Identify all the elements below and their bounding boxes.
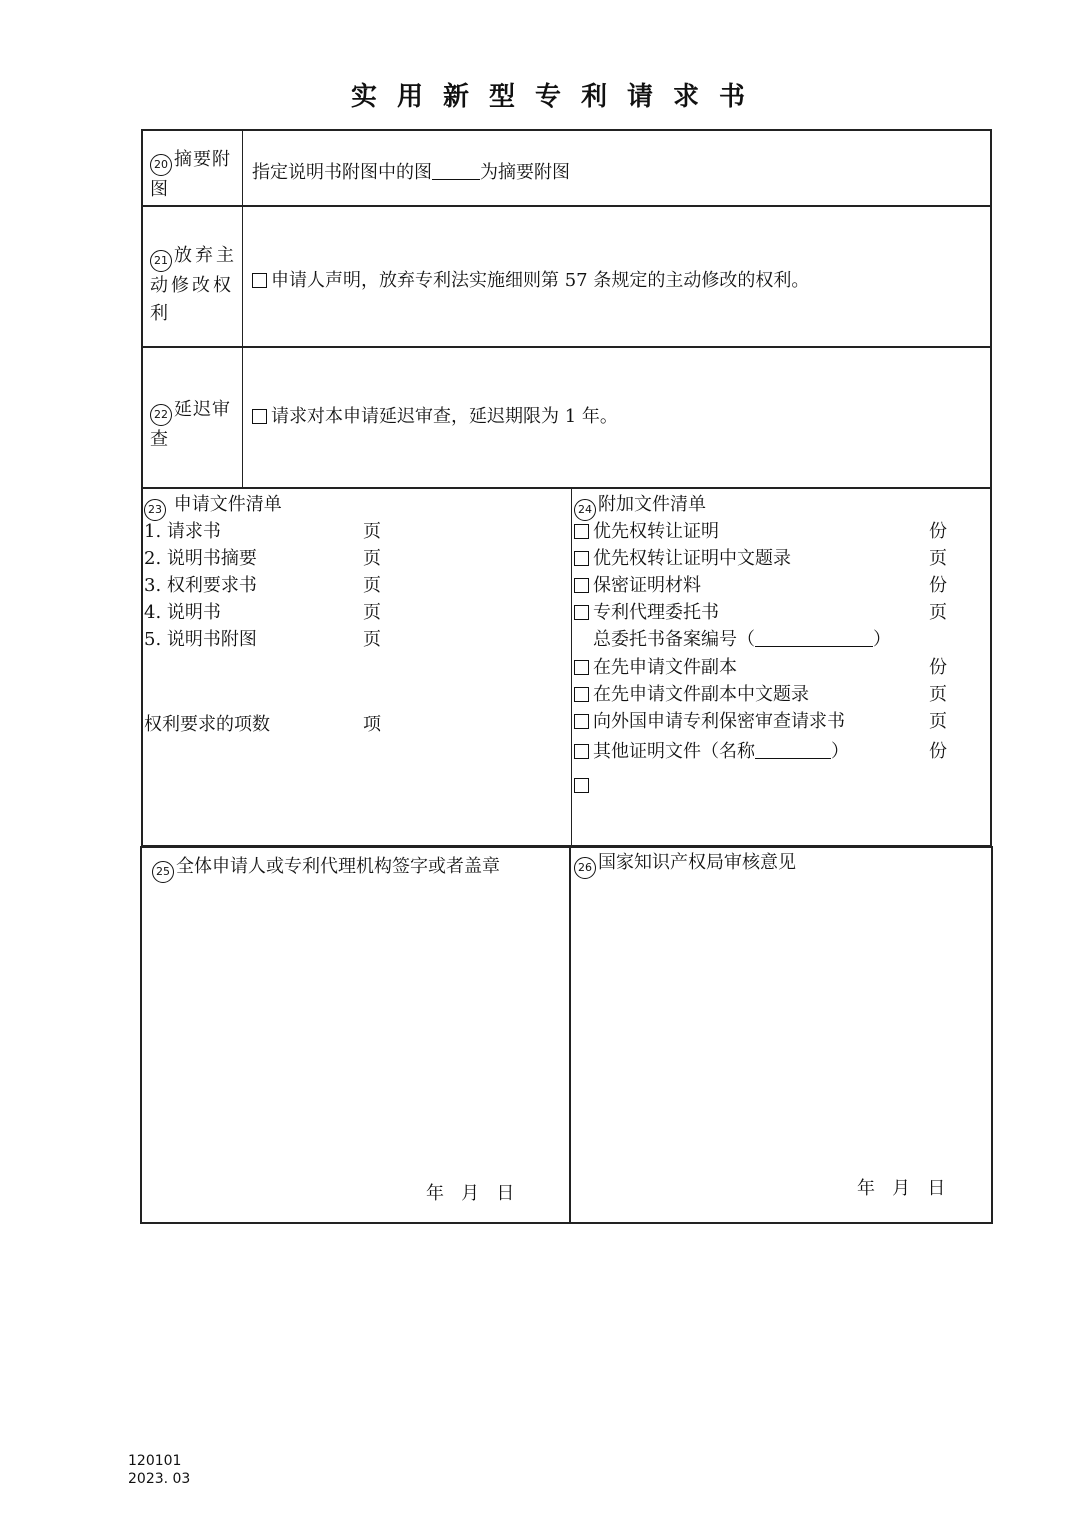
number-21-icon: 21 bbox=[150, 250, 172, 272]
file-item-unit: 页 bbox=[363, 629, 381, 650]
section-25-date: 年 月 日 bbox=[426, 1183, 515, 1204]
number-20-icon: 20 bbox=[150, 154, 172, 176]
attachment-item: 在先申请文件副本 bbox=[574, 657, 737, 679]
attachment-unit: 份 bbox=[929, 741, 947, 762]
section-25-box bbox=[140, 846, 571, 1224]
file-item-unit: 页 bbox=[363, 575, 381, 596]
form-version: 2023. 03 bbox=[128, 1471, 191, 1487]
attachment-checkbox[interactable] bbox=[574, 687, 589, 702]
section-22-label: 22 延迟审查 bbox=[150, 399, 231, 450]
section-23-heading: 23 申请文件清单 bbox=[144, 494, 282, 521]
number-24-icon: 24 bbox=[574, 499, 596, 521]
number-23-icon: 23 bbox=[144, 499, 166, 521]
attachment-checkbox[interactable] bbox=[574, 524, 589, 539]
file-item: 4. 说明书 bbox=[144, 602, 221, 623]
file-item: 3. 权利要求书 bbox=[144, 575, 257, 596]
attachment-unit: 页 bbox=[929, 548, 947, 569]
attachment-item: 优先权转让证明中文题录 bbox=[574, 548, 791, 570]
claims-count-unit: 项 bbox=[363, 714, 381, 735]
filing-number-blank[interactable] bbox=[755, 630, 873, 647]
filing-number-line: 总委托书备案编号（ ） bbox=[593, 629, 891, 650]
section-26-date: 年 月 日 bbox=[857, 1178, 946, 1199]
attachment-unit: 份 bbox=[929, 521, 947, 542]
attachment-item: 专利代理委托书 bbox=[574, 602, 719, 624]
number-26-icon: 26 bbox=[574, 857, 596, 879]
attachment-checkbox[interactable] bbox=[574, 744, 589, 759]
file-item: 2. 说明书摘要 bbox=[144, 548, 257, 569]
page-title: 实用新型专利请求书 bbox=[350, 82, 765, 112]
waive-amendment-checkbox[interactable] bbox=[252, 273, 267, 288]
deferred-examination-checkbox[interactable] bbox=[252, 409, 267, 424]
file-item: 5. 说明书附图 bbox=[144, 629, 257, 650]
attachment-item: 优先权转让证明 bbox=[574, 521, 719, 543]
other-document-name-blank[interactable] bbox=[755, 742, 831, 759]
section-21-content: 申请人声明，放弃专利法实施细则第 57 条规定的主动修改的权利。 bbox=[252, 270, 809, 292]
section-21-label: 21 放弃主动修改权利 bbox=[150, 245, 237, 324]
file-item-unit: 页 bbox=[363, 548, 381, 569]
section-25-heading: 25 全体申请人或专利代理机构签字或者盖章 bbox=[152, 856, 500, 883]
attachment-item: 其他证明文件（名称 ） bbox=[574, 741, 849, 763]
attachment-checkbox[interactable] bbox=[574, 605, 589, 620]
form-code: 120101 bbox=[128, 1453, 182, 1469]
attachment-checkbox[interactable] bbox=[574, 660, 589, 675]
attachment-unit: 份 bbox=[929, 657, 947, 678]
section-23-24-divider bbox=[571, 487, 572, 847]
section-26-box bbox=[569, 846, 993, 1224]
file-item-unit: 页 bbox=[363, 521, 381, 542]
section-20-content: 指定说明书附图中的图 为摘要附图 bbox=[252, 162, 570, 183]
file-item: 1. 请求书 bbox=[144, 521, 221, 542]
attachment-item bbox=[574, 775, 593, 797]
file-item-unit: 页 bbox=[363, 602, 381, 623]
section-22-content: 请求对本申请延迟审查，延迟期限为 1 年。 bbox=[252, 406, 618, 428]
section-23-24-row bbox=[141, 487, 992, 847]
attachment-item: 向外国申请专利保密审查请求书 bbox=[574, 711, 845, 733]
number-22-icon: 22 bbox=[150, 404, 172, 426]
section-20-label: 20 摘要附图 bbox=[150, 149, 231, 200]
attachment-checkbox[interactable] bbox=[574, 714, 589, 729]
section-24-heading: 24 附加文件清单 bbox=[574, 494, 706, 521]
attachment-item: 在先申请文件副本中文题录 bbox=[574, 684, 809, 706]
section-26-heading: 26 国家知识产权局审核意见 bbox=[574, 852, 796, 879]
attachment-unit: 份 bbox=[929, 575, 947, 596]
attachment-unit: 页 bbox=[929, 711, 947, 732]
attachment-unit: 页 bbox=[929, 602, 947, 623]
attachment-checkbox[interactable] bbox=[574, 551, 589, 566]
claims-count-label: 权利要求的项数 bbox=[144, 714, 270, 735]
attachment-unit: 页 bbox=[929, 684, 947, 705]
attachment-checkbox[interactable] bbox=[574, 578, 589, 593]
attachment-checkbox-extra[interactable] bbox=[574, 778, 589, 793]
attachment-item: 保密证明材料 bbox=[574, 575, 701, 597]
number-25-icon: 25 bbox=[152, 861, 174, 883]
figure-number-blank[interactable] bbox=[432, 163, 480, 180]
